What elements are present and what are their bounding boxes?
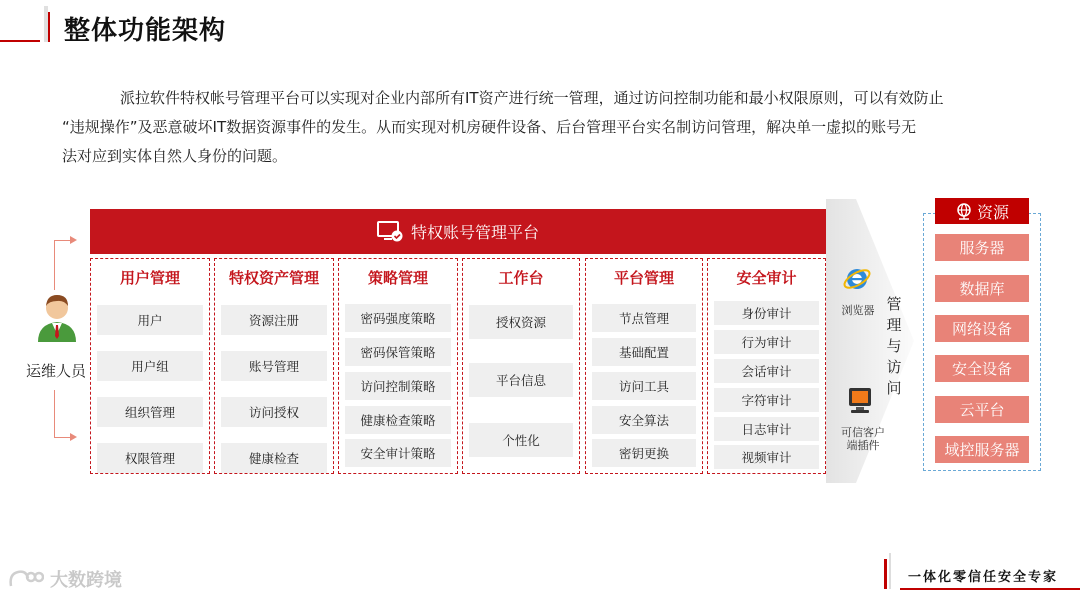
module-item: 用户 [97, 305, 203, 335]
column-title: 特权资产管理 [228, 269, 319, 287]
monitor-check-icon [377, 221, 403, 243]
module-item: 基础配置 [592, 338, 696, 366]
module-item: 视频审计 [714, 445, 819, 469]
module-item: 行为审计 [714, 330, 819, 354]
module-item: 安全算法 [592, 406, 696, 434]
footer-accent-line [900, 588, 1080, 590]
module-item: 权限管理 [97, 443, 203, 473]
module-item: 日志审计 [714, 417, 819, 441]
column-title: 平台管理 [613, 269, 674, 287]
client-plugin-label [836, 426, 890, 452]
resource-item: 网络设备 [935, 315, 1029, 342]
header-accent-line [0, 40, 40, 42]
footer-slogan: 一体化零信任安全专家 [908, 570, 1059, 585]
platform-title: 特权账号管理平台 [410, 223, 539, 242]
footer-accent-bar [889, 553, 891, 589]
module-item: 安全审计策略 [345, 439, 451, 467]
trusted-client-icon [847, 386, 873, 416]
column-asset-management [214, 258, 334, 474]
column-title: 工作台 [498, 269, 544, 287]
module-item: 健康检查策略 [345, 406, 451, 434]
user-label: 运维人员 [26, 362, 87, 380]
module-item: 访问工具 [592, 372, 696, 400]
module-item: 组织管理 [97, 397, 203, 427]
module-item: 密钥更换 [592, 439, 696, 467]
client-plugin-label-line2: 端插件 [846, 439, 880, 452]
client-plugin-label-line1: 可信客户 [841, 426, 885, 439]
module-item: 会话审计 [714, 359, 819, 383]
module-item: 资源注册 [221, 305, 327, 335]
platform-header [90, 209, 826, 254]
network-globe-icon [955, 202, 973, 220]
module-item: 用户组 [97, 351, 203, 381]
module-item: 密码强度策略 [345, 304, 451, 332]
column-user-management [90, 258, 210, 474]
module-item: 授权资源 [469, 305, 573, 339]
column-title: 安全审计 [736, 269, 797, 287]
browser-label: 浏览器 [841, 304, 875, 317]
column-title: 用户管理 [119, 269, 180, 287]
module-item: 节点管理 [592, 304, 696, 332]
browser-ie-icon [842, 264, 872, 294]
watermark-text: 大数跨境 [50, 570, 122, 591]
arrow-right-icon [70, 433, 77, 441]
intro-line-2: “违规操作”及恶意破坏IT数据资源事件的发生。从而实现对机房硬件设备、后台管理平台实名制访问管理，解决单一虚拟的账号无 [62, 118, 917, 136]
resource-item: 安全设备 [935, 355, 1029, 382]
arrow-right-icon [70, 236, 77, 244]
module-item: 身份审计 [714, 301, 819, 325]
module-item: 字符审计 [714, 388, 819, 412]
resource-item: 数据库 [935, 275, 1029, 302]
intro-line-1: 派拉软件特权帐号管理平台可以实现对企业内部所有IT资产进行统一管理，通过访问控制功能和最小权限原则，可以有效防止 [120, 89, 944, 107]
column-security-audit [707, 258, 826, 474]
module-item: 个性化 [469, 423, 573, 457]
resources-header [935, 198, 1029, 224]
watermark-logo-icon [8, 568, 44, 590]
module-item: 访问授权 [221, 397, 327, 427]
intro-line-3: 法对应到实体自然人身份的问题。 [62, 147, 288, 165]
footer-accent-bar-red [884, 559, 887, 589]
module-item: 密码保管策略 [345, 338, 451, 366]
resource-item: 域控服务器 [935, 436, 1029, 463]
header-accent-bar-red [48, 12, 50, 42]
resource-item: 服务器 [935, 234, 1029, 261]
module-item: 账号管理 [221, 351, 327, 381]
connector-line [54, 240, 55, 290]
management-access-label: 管理与访问 [886, 295, 902, 397]
intro-paragraph [62, 84, 1022, 171]
connector-line [54, 390, 55, 438]
user-avatar-icon [34, 292, 80, 342]
column-policy-management [338, 258, 458, 474]
module-item: 健康检查 [221, 443, 327, 473]
resource-item: 云平台 [935, 396, 1029, 423]
column-platform-management [585, 258, 703, 474]
page-title: 整体功能架构 [64, 16, 227, 46]
column-workbench [462, 258, 580, 474]
watermark [8, 566, 122, 592]
resources-title: 资源 [976, 202, 1009, 222]
module-item: 平台信息 [469, 363, 573, 397]
module-item: 访问控制策略 [345, 372, 451, 400]
column-title: 策略管理 [367, 269, 428, 287]
